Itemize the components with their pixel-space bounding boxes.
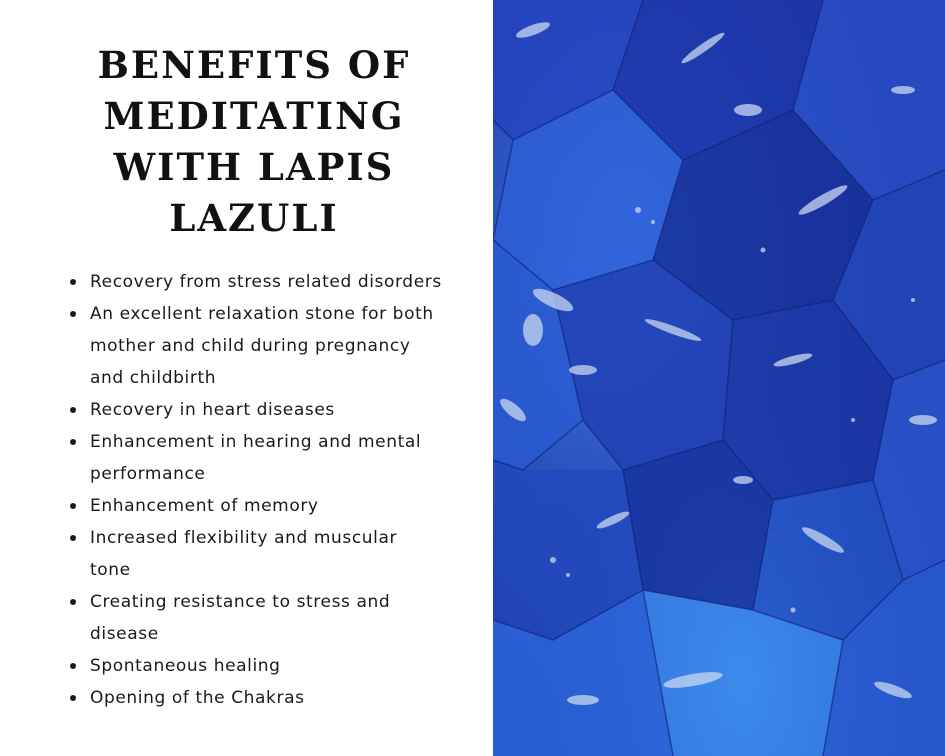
benefit-text: Opening of the Chakras <box>90 688 305 708</box>
benefit-text: Enhancement of memory <box>90 496 319 516</box>
bullet-icon <box>70 663 76 669</box>
list-item <box>70 426 442 490</box>
list-item <box>70 522 442 586</box>
bullet-icon <box>70 599 76 605</box>
benefit-text: Increased flexibility and muscular tone <box>90 528 398 580</box>
bullet-icon <box>70 311 76 317</box>
list-item <box>70 650 442 682</box>
bullet-icon <box>70 535 76 541</box>
list-item <box>70 490 442 522</box>
bullet-icon <box>70 407 76 413</box>
bullet-icon <box>70 503 76 509</box>
stone-texture-svg <box>493 0 945 756</box>
benefit-text: Enhancement in hearing and mental performance <box>90 432 422 484</box>
list-item <box>70 682 442 714</box>
list-item <box>70 266 442 298</box>
benefit-text: Spontaneous healing <box>90 656 281 676</box>
benefit-text: Recovery in heart diseases <box>90 400 335 420</box>
list-item <box>70 394 442 426</box>
page-title: BENEFITS OF MEDITATING WITH LAPIS LAZULI <box>97 43 411 240</box>
lapis-lazuli-stone-image <box>493 0 945 756</box>
bullet-icon <box>70 279 76 285</box>
benefit-text: An excellent relaxation stone for both mother and child during pregnancy and childbirth <box>90 304 434 388</box>
list-item <box>70 586 442 650</box>
bullet-icon <box>70 439 76 445</box>
benefit-text: Recovery from stress related disorders <box>90 272 442 292</box>
benefits-list <box>70 266 442 714</box>
list-item <box>70 298 442 394</box>
bullet-icon <box>70 695 76 701</box>
benefit-text: Creating resistance to stress and disease <box>90 592 391 644</box>
